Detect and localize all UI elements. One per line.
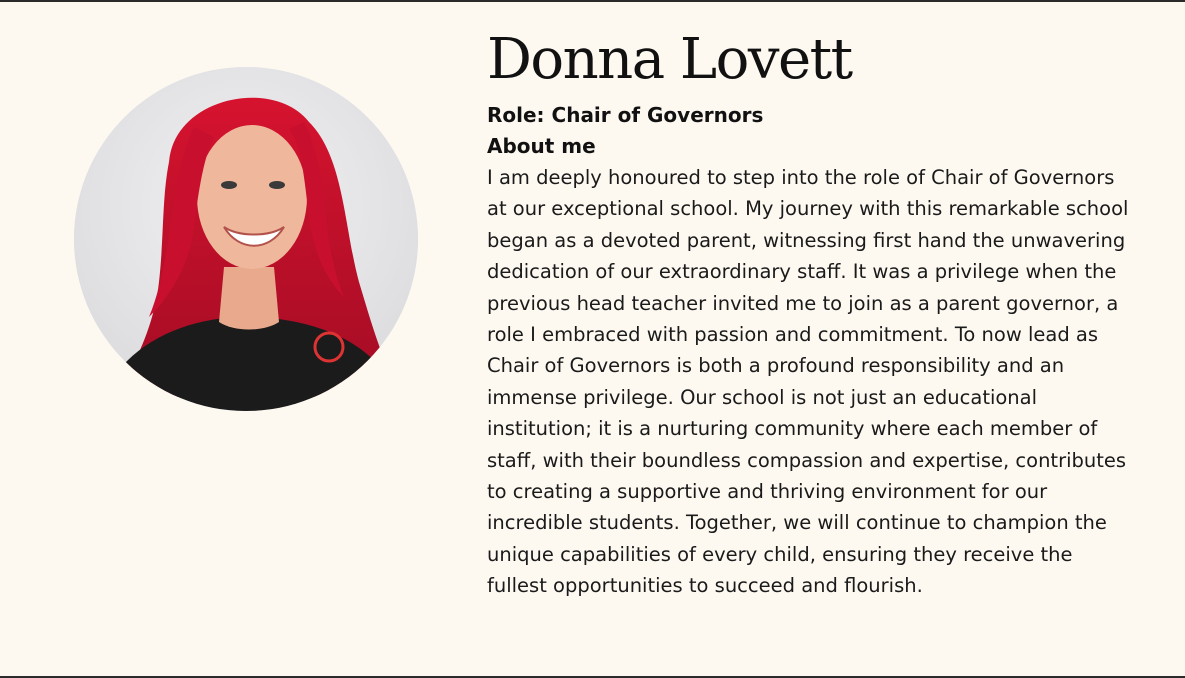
profile-details (487, 24, 1147, 602)
profile-bio: I am deeply honoured to step into the role of Chair of Governors at our exceptional school. My journey with this remarkable school began as a devoted parent, witnessing first hand the unwavering dedication of our extraordinary staff. It was a privilege when the previous head teacher invited me to join as a parent governor, a role I embraced with passion and commitment. To now lead as Chair of Governors is both a profound responsibility and an immense privilege. Our school is not just an educational institution; it is a nurturing community where each member of staff, with their boundless compassion and expertise, contributes to creating a supportive and thriving environment for our incredible students. Together, we will continue to champion the unique capabilities of every child, ensuring they receive the fullest opportunities to succeed and flourish. (487, 166, 1129, 598)
profile-role: Role: Chair of Governors (487, 103, 764, 127)
profile-name: Donna Lovett (487, 27, 852, 92)
about-heading: About me (487, 134, 596, 158)
profile-photo (74, 67, 418, 411)
